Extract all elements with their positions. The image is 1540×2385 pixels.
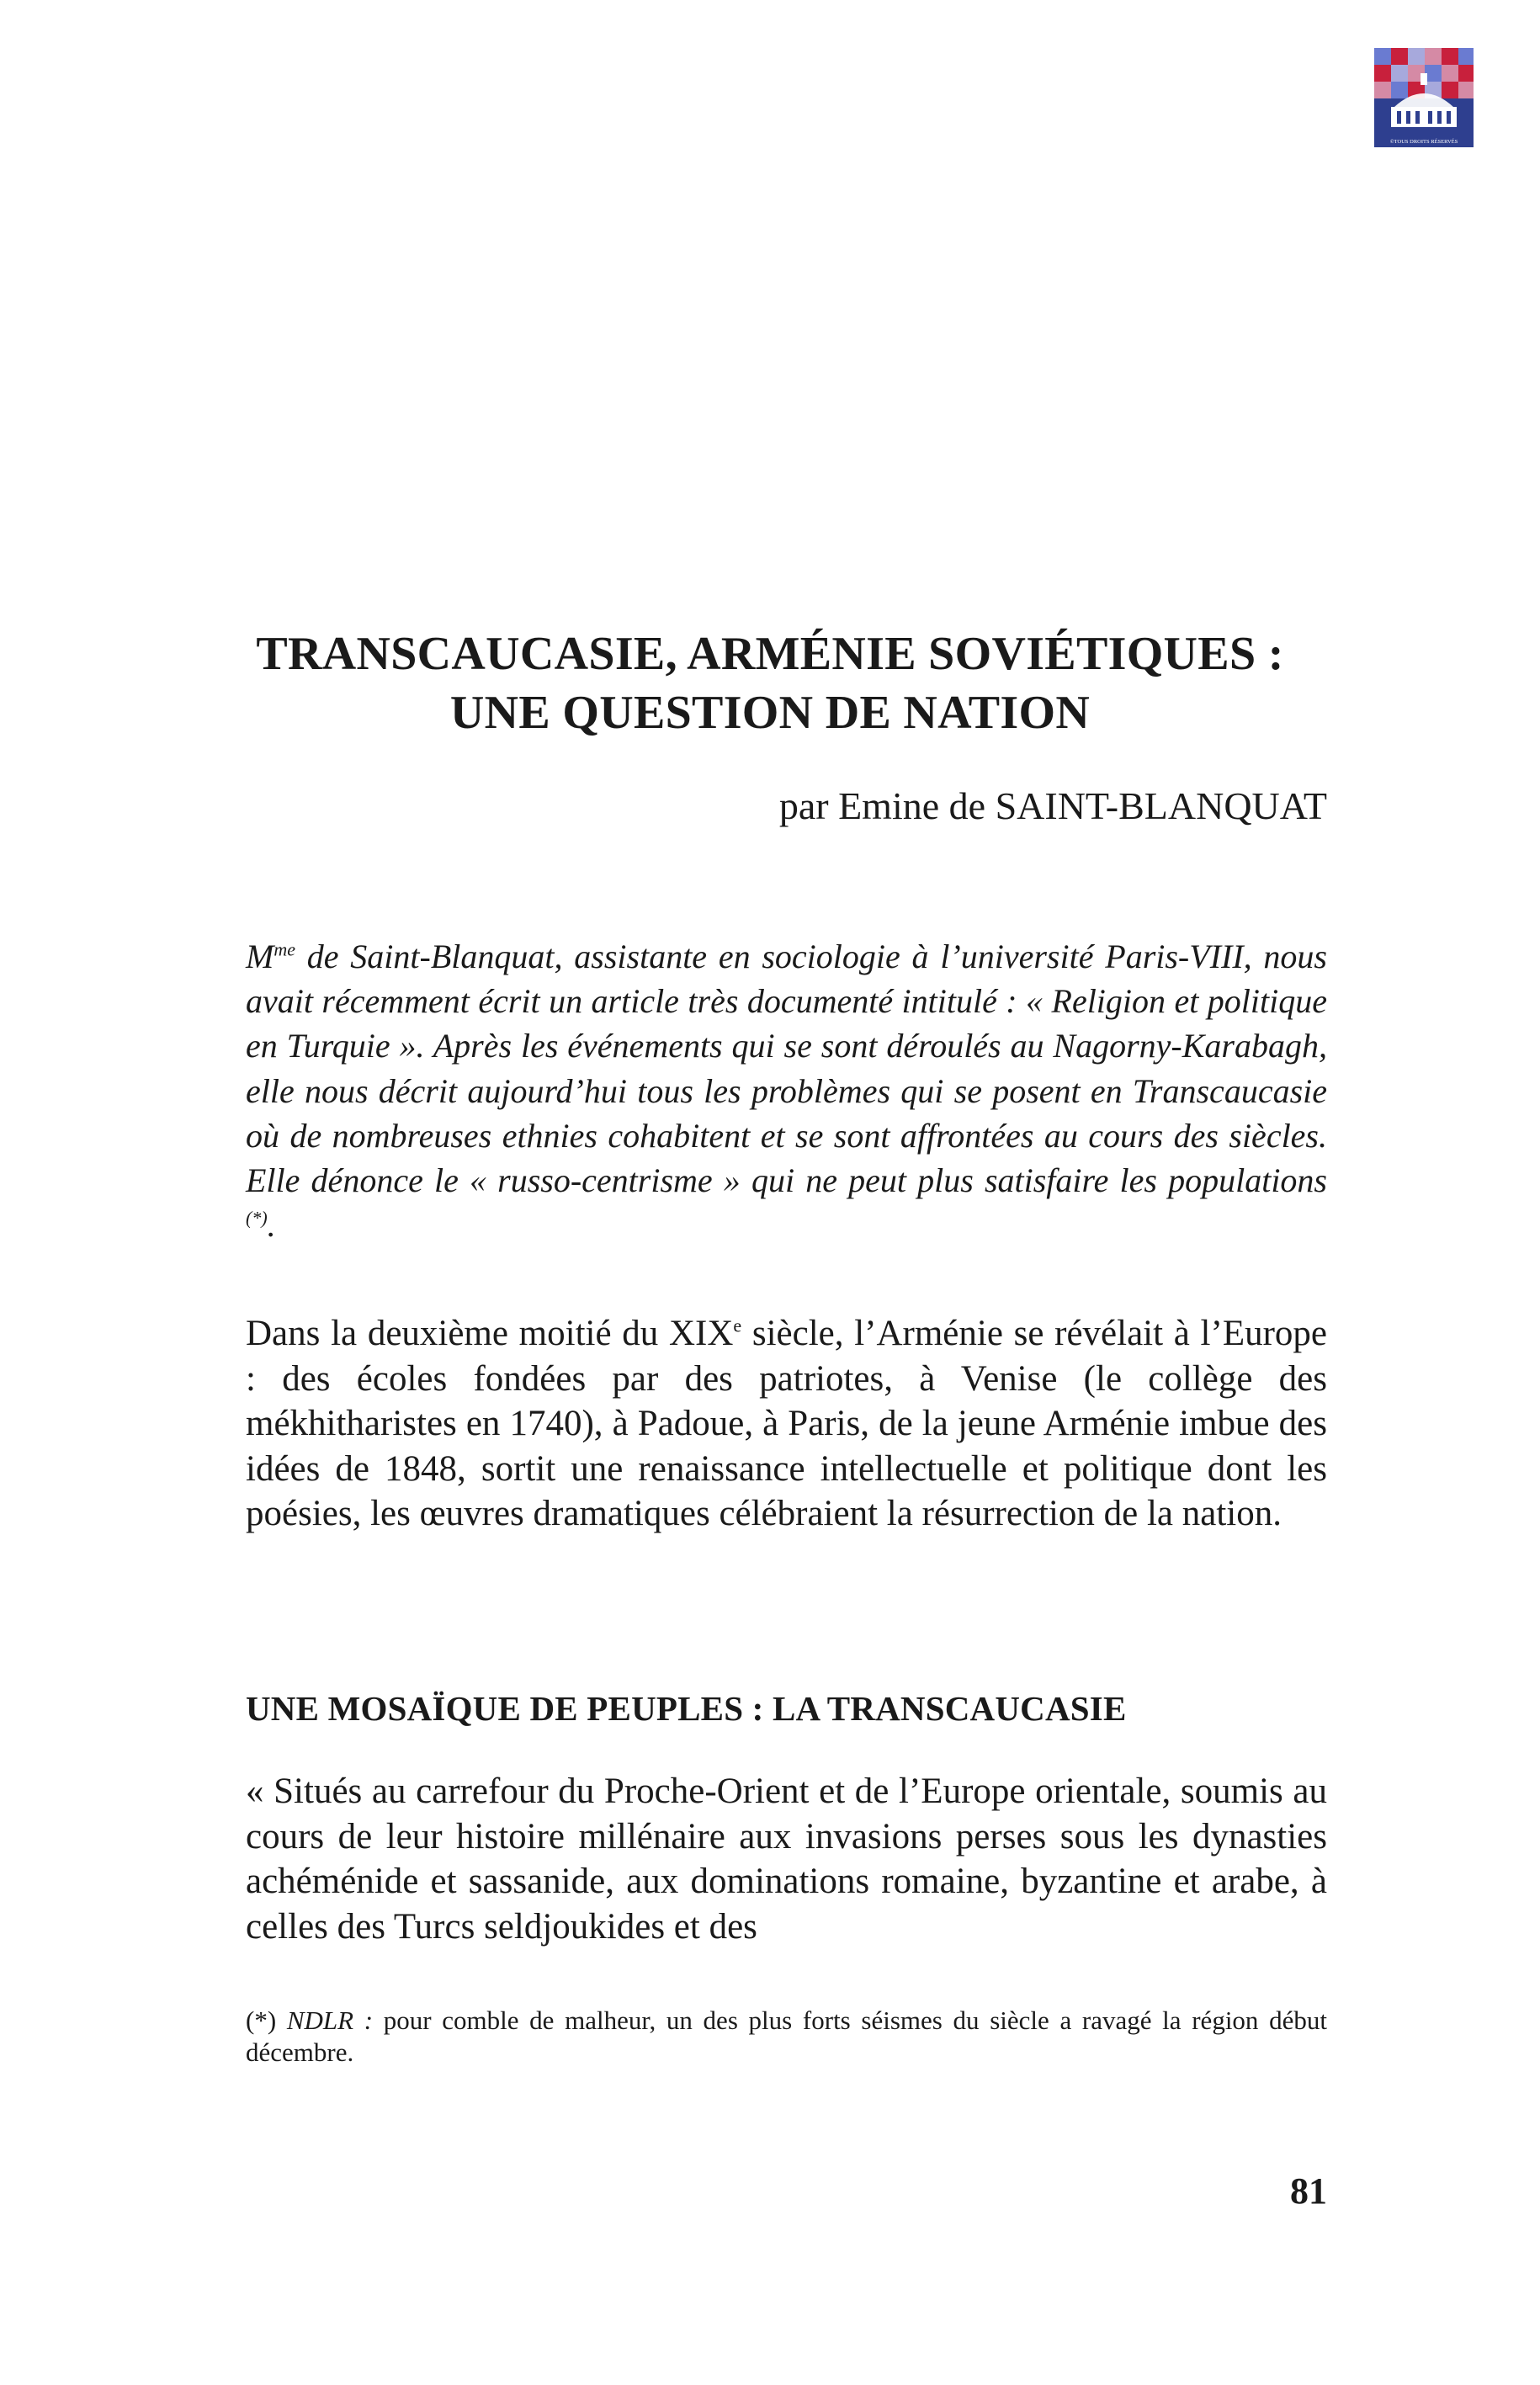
intro-paragraph bbox=[246, 934, 1327, 1247]
logo-caption: ©TOUS DROITS RÉSERVÉS bbox=[1389, 139, 1458, 145]
publisher-seal-icon bbox=[1374, 48, 1474, 147]
intro-body: de Saint-Blanquat, assistante en sociologie à l’université Paris-VIII, nous avait récemment écrit un article très documenté intitulé : « Religion et politique en Turquie ». Après les événements qui se sont déroulés au Nagorny-Karabagh, elle nous décrit aujourd’hui tous les problèmes qui se posent en Transcaucasie où de nombreuses ethnies cohabitent et se sont affrontées au cours des siècles. Elle dénonce le « russo-centrisme » qui ne peut plus satisfaire les populations bbox=[246, 938, 1327, 1200]
page-number: 81 bbox=[1290, 2170, 1327, 2212]
byline: par Emine de SAINT-BLANQUAT bbox=[778, 784, 1327, 827]
intro-prefix: M bbox=[246, 938, 274, 975]
body-paragraph-1 bbox=[246, 1311, 1327, 1537]
para1-after-sup: siècle, l’Arménie se révélait à l’Europe : des écoles fondées par des patriotes, à Venise (le collège des mékhitharistes en 1740), à Padoue, à Paris, de la jeune Arménie imbue des idées de 1848, sortit une renaissance intellectuelle et politique dont les poésies, les œuvres dramatiques célébraient la résurrection de la nation. bbox=[246, 1314, 1327, 1533]
publisher-logo bbox=[1374, 48, 1474, 147]
intro-prefix-sup: me bbox=[273, 938, 295, 960]
intro-end: . bbox=[267, 1206, 276, 1245]
para1-before-sup: Dans la deuxième moitié du XIX bbox=[246, 1314, 734, 1353]
para1-sup: e bbox=[733, 1315, 742, 1336]
footnote-marker: (*) bbox=[246, 2005, 287, 2035]
body-paragraph-2: « Situés au carrefour du Proche-Orient et de l’Europe orientale, soumis au cours de leur histoire millénaire aux invasions perses sous les dynasties achéménide et sassanide, aux dominations romaine, byzantine et arabe, à celles des Turcs seldjoukides et des bbox=[246, 1771, 1327, 1947]
title-line-2: UNE QUESTION DE NATION bbox=[449, 687, 1091, 739]
footnote-text: pour comble de malheur, un des plus forts séismes du siècle a ravagé la région début décembre. bbox=[246, 2005, 1327, 2067]
article-title bbox=[210, 624, 1330, 742]
section-heading: UNE MOSAÏQUE DE PEUPLES : LA TRANSCAUCASIE bbox=[246, 1689, 1127, 1728]
title-line-1: TRANSCAUCASIE, ARMÉNIE SOVIÉTIQUES : bbox=[256, 628, 1284, 680]
intro-note-marker: (*) bbox=[246, 1207, 268, 1229]
footnote-label: NDLR : bbox=[286, 2005, 374, 2035]
footnote bbox=[246, 2005, 1327, 2069]
